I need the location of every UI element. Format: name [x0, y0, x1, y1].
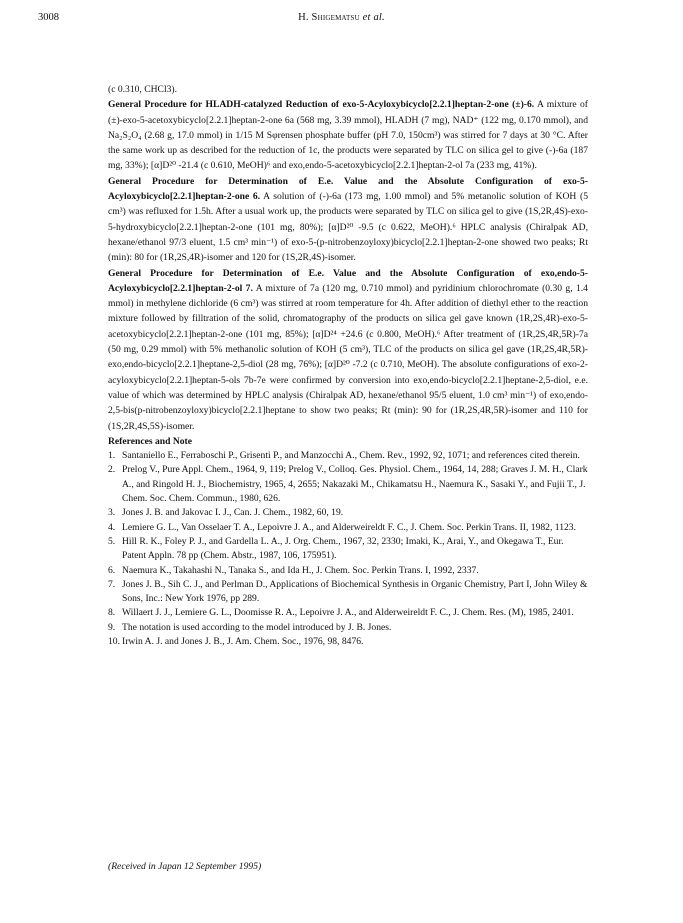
- reference-text: Lemiere G. L., Van Osselaer T. A., Lepoivre J. A., and Alderweireldt F. C., J. Chem. Soc. Perkin Trans. II, 1982, 1123.: [122, 521, 576, 533]
- reference-item: [108, 578, 588, 607]
- procedure-title: General Procedure for Determination of E.e. Value and the Absolute Configuration of exo-5-Acyloxybicyclo[2.2.1]heptan-2-one 6.: [108, 175, 588, 203]
- reference-number: 10.: [108, 635, 120, 647]
- procedure-title: General Procedure for HLADH-catalyzed Reduction of exo-5-Acyloxybicyclo[2.2.1]heptan-2-one (±)-6.: [108, 99, 535, 111]
- running-head-etal: et al.: [359, 12, 385, 23]
- procedure-title: General Procedure for Determination of E.e. Value and the Absolute Configuration of exo,endo-5-Acyloxybicyclo[2.2.1]heptan-2-ol 7.: [108, 267, 588, 294]
- reference-number: 1.: [108, 450, 116, 462]
- article-body: [108, 82, 588, 649]
- procedure-hladh-reduction: [108, 97, 588, 173]
- reference-number: 8.: [108, 607, 116, 619]
- reference-item: [108, 621, 588, 635]
- running-head-author: H. Shigematsu: [298, 12, 360, 23]
- reference-text: Prelog V., Pure Appl. Chem., 1964, 9, 119; Prelog V., Colloq. Ges. Physiol. Chem., 1964, 14, 288; Graves J. M. H., Clark A., and Ringold H. J., Biochemistry, 1965, 4, 2655; Nakazaki M., Chikamatsu H., Naemura K., Sasaki Y., and Fujii T., J. Chem. Soc. Chem. Commun., 1980, 626.: [122, 464, 588, 505]
- reference-text: Naemura K., Takahashi N., Tanaka S., and Ida H., J. Chem. Soc. Perkin Trans. I, 1992, 2337.: [122, 564, 479, 576]
- reference-number: 5.: [108, 535, 116, 547]
- reference-item: [108, 506, 588, 520]
- references-heading: References and Note: [108, 435, 193, 447]
- reference-number: 4.: [108, 521, 116, 533]
- procedure-ee-ketone: [108, 174, 588, 266]
- references-list: [108, 449, 588, 649]
- reference-text: Willaert J. J., Lemiere G. L., Doomisse R. A., Lepoivre J. A., and Alderweireldt F. C., J. Chem. Res. (M), 1985, 2401.: [122, 607, 574, 619]
- received-note: (Received in Japan 12 September 1995): [108, 861, 262, 872]
- running-head: [38, 12, 645, 23]
- page-number: 3008: [38, 12, 59, 23]
- reference-number: 6.: [108, 564, 116, 576]
- reference-number: 3.: [108, 507, 116, 519]
- reference-item: [108, 521, 588, 535]
- reference-number: 7.: [108, 578, 116, 590]
- reference-text: Santaniello E., Ferraboschi P., Grisenti P., and Manzocchi A., Chem. Rev., 1992, 92, 1071; and references cited therein.: [122, 450, 580, 462]
- reference-item: [108, 463, 588, 506]
- reference-item: [108, 449, 588, 463]
- reference-number: 2.: [108, 464, 116, 476]
- reference-text: Irwin A. J. and Jones J. B., J. Am. Chem. Soc., 1976, 98, 8476.: [122, 635, 364, 647]
- reference-item: [108, 535, 588, 564]
- procedure-text: A mixture of 7a (120 mg, 0.710 mmol) and pyridinium chlorochromate (0.30 g, 1.4 mmol) in methylene dichloride (6 cm³) was stirred at room temperature for 4h. After addition of diethyl ether to the reaction mixture followed by filltration of the solid, chromatography of the products on silica gel gave known (1R,2S,4R)-exo-5-acetoxybicyclo[2.2.1]heptan-2-one (101 mg, 85%); [α]D²⁴ +24.6 (c 0.800, MeOH).⁶ After treatment of (1R,2S,4R,5R)-7a (50 mg, 0.29 mmol) with 5% methanolic solution of KOH (5 cm³), TLC of the products on silica gel gave (1R,2S,4R,5R)-exo,endo-bicyclo[2.2.1]heptane-2,5-diol (28 mg, 76%); [α]D²⁰ -7.2 (c 0.710, MeOH). The absolute configurations of exo-2-acyloxybicyclo[2.2.1]heptan-5-ols 7b-7e were confirmed by conversion into exo,endo-bicyclo[2.2.1]heptane-2,5-diol, e.e. value of which was determined by HPLC analysis (Chiralpak AD, hexane/ethanol 95/5 eluent, 1.0 cm³ min⁻¹) of exo,endo-2,5-bis(p-nitrobenzoyloxy)bicyclo[2.2.1]heptane to show two peaks; Rt (min): 90 for (1R,2S,4R,5R)-isomer and 110 for (1S,2R,4S,5S)-isomer.: [108, 282, 588, 432]
- procedure-ee-alcohol: [108, 266, 588, 434]
- reference-item: [108, 606, 588, 620]
- reference-text: Jones J. B., Sih C. J., and Perlman D., Applications of Biochemical Synthesis in Organic Chemistry, Part I, John Wiley & Sons, Inc.: New York 1976, pp 289.: [122, 578, 588, 605]
- reference-text: Hill R. K., Foley P. J., and Gardella L. A., J. Org. Chem., 1967, 32, 2330; Imaki, K., Arai, Y., and Okegawa T., Eur. Patent Appln. 78 pp (Chem. Abstr., 1987, 106, 175951).: [122, 535, 564, 562]
- procedure-text: A solution of (-)-6a (173 mg, 1.00 mmol) and 5% metanolic solution of KOH (5 cm³) was refluxed for 1.5h. After a usual work up, the products were separated by TLC on silica gel to give (1S,2R,4S)-exo-5-hydroxybicyclo[2.2.1]heptan-2-one (101 mg, 80%); [α]D²⁰ -9.5 (c 0.622, MeOH).⁶ HPLC analysis (Chiralpak AD, hexane/ethanol 97/3 eluent, 1.5 cm³ min⁻¹) of exo-5-(p-nitrobenzoyloxy)bicyclo[2.2.1]heptan-2-one showed two peaks; Rt (min): 80 for (1R,2S,4R)-isomer and 120 for (1S,2R,4S)-isomer.: [108, 191, 588, 264]
- reference-text: The notation is used according to the model introduced by J. B. Jones.: [122, 621, 392, 633]
- continuation-line: (c 0.310, CHCl3).: [108, 84, 178, 95]
- reference-item: [108, 564, 588, 578]
- reference-item: [108, 635, 588, 649]
- page-header: [38, 12, 645, 28]
- reference-number: 9.: [108, 621, 116, 633]
- reference-text: Jones J. B. and Jakovac I. J., Can. J. Chem., 1982, 60, 19.: [122, 507, 344, 519]
- procedure-text: A mixture of (±)-exo-5-acetoxybicyclo[2.2.1]heptan-2-one 6a (568 mg, 3.39 mmol), HLADH (7 mg), NAD⁺ (122 mg, 0.170 mmol), and Na₂S₂O₄ (2.68 g, 17.0 mmol) in 1/15 M Sφrensen phosphate buffer (pH 7.0, 150cm³) was stirred for 7 days at 30 °C. After the same work up as described for the reduction of 1c, the products were separated by TLC on silica gel to give (-)-6a (187 mg, 33%); [α]D²⁰ -21.4 (c 0.610, MeOH)⁶ and exo,endo-5-acetoxybicyclo[2.2.1]heptan-2-ol 7a (233 mg, 41%).: [108, 99, 588, 172]
